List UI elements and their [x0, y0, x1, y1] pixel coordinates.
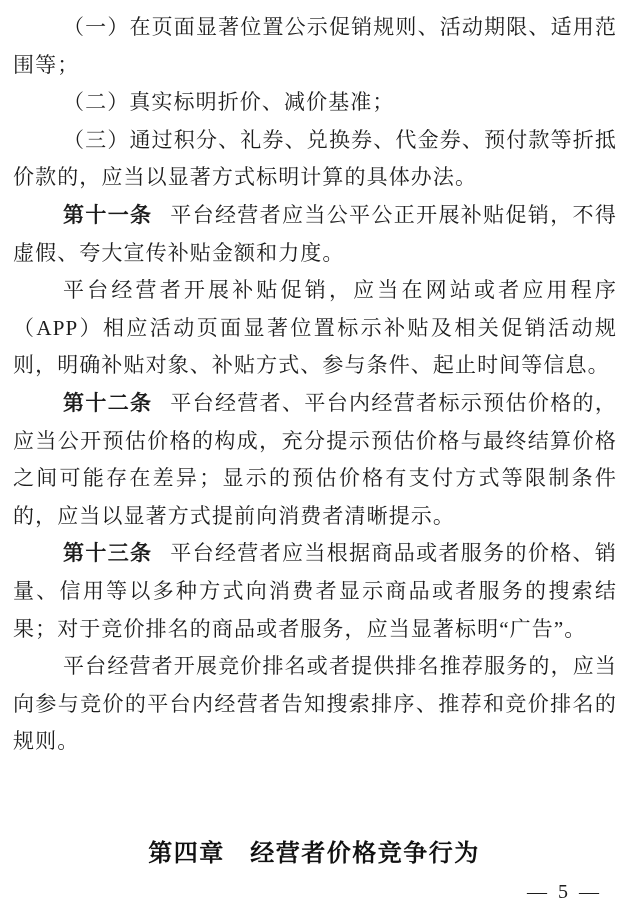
body-paragraph: 平台经营者开展补贴促销，应当在网站或者应用程序（APP）相应活动页面显著位置标示补贴及相关促销活动规则，明确补贴对象、补贴方式、参与条件、起止时间等信息。 — [13, 278, 617, 378]
body-paragraph: （三）通过积分、礼券、兑换券、代金券、预付款等折抵价款的，应当以显著方式标明计算的具体办法。 — [13, 127, 617, 190]
article-paragraph: 第十一条 平台经营者应当公平公正开展补贴促销，不得虚假、夸大宣传补贴金额和力度。 — [13, 202, 617, 265]
article-paragraph: 第十三条 平台经营者应当根据商品或者服务的价格、销量、信用等以多种方式向消费者显示商品或者服务的搜索结果；对于竞价排名的商品或者服务，应当显著标明“广告”。 — [13, 541, 617, 641]
body-paragraph: （一）在页面显著位置公示促销规则、活动期限、适用范围等； — [13, 15, 617, 77]
article-number-label: 第十三条 — [63, 541, 153, 566]
page-number: — 5 — — [527, 881, 602, 903]
article-number-label: 第十二条 — [63, 390, 153, 415]
body-paragraph: （二）真实标明折价、减价基准； — [63, 90, 395, 115]
chapter-heading: 第四章 经营者价格竞争行为 — [148, 840, 480, 867]
article-number-label: 第十一条 — [63, 202, 153, 227]
article-paragraph: 第十二条 平台经营者、平台内经营者标示预估价格的，应当公开预估价格的构成，充分提示预估价格与最终结算价格之间可能存在差异；显示的预估价格有支付方式等限制条件的，应当以显著方式提前向消费者清晰提示。 — [13, 390, 617, 528]
body-paragraph: 平台经营者开展竞价排名或者提供排名推荐服务的，应当向参与竞价的平台内经营者告知搜索排序、推荐和竞价排名的规则。 — [13, 654, 617, 754]
document-body — [13, 9, 617, 761]
